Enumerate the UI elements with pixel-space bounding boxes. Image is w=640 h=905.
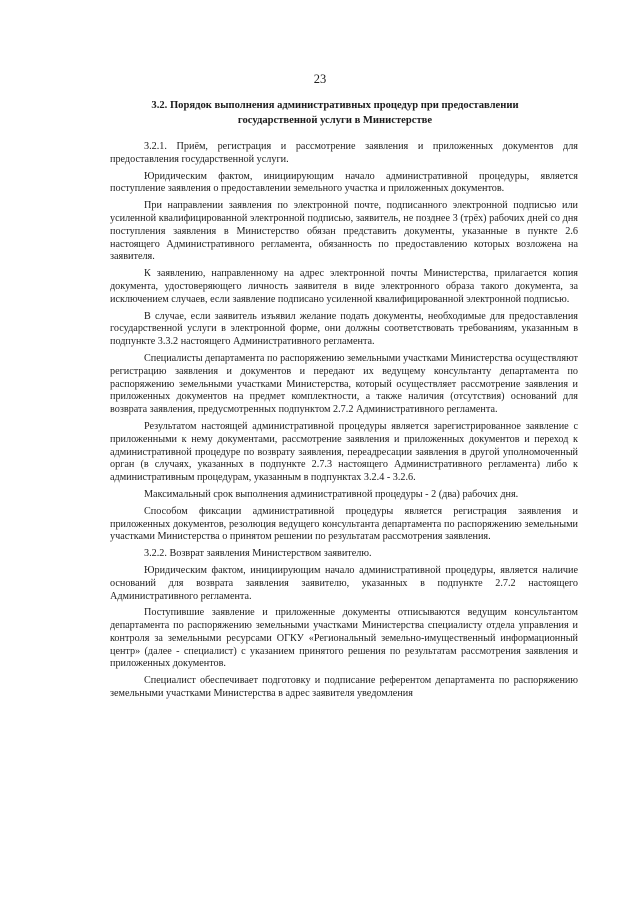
paragraph: Специалисты департамента по распоряжению земельными участками Министерства осуществляют регистрацию заявления и документов и передают их ведущему консультанту департамента по распоряжению земельными участками Министерства, который осуществляет рассмотрение заявления и приложенных документов на предмет комплектности, а также наличия (отсутствия) оснований для возврата заявления, предусмотренных подпунктом 2.7.2 Административного регламента. — [110, 352, 579, 416]
paragraph: Максимальный срок выполнения административной процедуры - 2 (два) рабочих дня. — [144, 488, 519, 500]
paragraph: Способом фиксации административной процедуры является регистрация заявления и приложенных документов, резолюция ведущего консультанта департамента по распоряжению земельными участками Министерства о принятом решении по результатам рассмотрения заявления. — [110, 505, 578, 543]
paragraph: В случае, если заявитель изъявил желание подать документы, необходимые для предоставления государственной услуги в электронной форме, они должны соответствовать требованиям, указанным в подпункте 3.3.2 настоящего Административного регламента. — [110, 310, 578, 348]
paragraph: 3.2.2. Возврат заявления Министерством заявителю. — [144, 548, 372, 560]
paragraph: При направлении заявления по электронной почте, подписанного электронной подписью или усиленной квалифицированной электронной подписью, заявитель, не позднее 3 (трёх) рабочих дней со дня поступления заявления в Министерство обязан представить документы, указанные в пункте 2.6 настоящего Административного регламента, обязанность по предоставлению которых возложена на заявителя. — [110, 200, 578, 263]
paragraph: Специалист обеспечивает подготовку и подписание референтом департамента по распоряжению земельными участками Министерства в адрес заявителя уведомления — [110, 675, 578, 700]
document-body — [110, 141, 578, 705]
paragraph: Юридическим фактом, инициирующим начало административной процедуры, является поступление заявления о предоставлении земельного участка и приложенных документов. — [110, 170, 578, 195]
paragraph: Результатом настоящей административной процедуры является зарегистрированное заявление с приложенными к нему документами, рассмотрение заявления и приложенных документов и переход к административной процедуре по возврату заявления, переадресации заявления в другой уполномоченный орган (в случаях, указанных в подпункте 2.7.3 настоящего Административного регламента) либо к административным процедурам, указанным в подпунктах 3.2.4 - 3.2.6. — [110, 420, 578, 484]
paragraph: К заявлению, направленному на адрес электронной почты Министерства, прилагается копия документа, удостоверяющего личность заявителя в виде электронного образа такого документа, за исключением случаев, если заявление подписано усиленной квалифицированной электронной подписью. — [110, 268, 578, 305]
section-heading: 3.2. Порядок выполнения административных процедур при предоставлении государственной услуги в Министерстве — [151, 100, 519, 126]
page-number: 23 — [313, 72, 327, 86]
paragraph: Юридическим фактом, инициирующим начало административной процедуры, является наличие оснований для возврата заявления заявителю, указанных в подпункте 2.7.2 настоящего Административного регламента. — [110, 564, 578, 602]
paragraph: Поступившие заявление и приложенные документы отписываются ведущим консультантом департамента по распоряжению земельными участками Министерства специалисту отдела управления и контроля за земельными ресурсами ОГКУ «Региональный земельно-имущественный информационный центр» (далее - специалист) с указанием принятого решения по результатам рассмотрения заявления и приложенных документов. — [110, 607, 578, 670]
paragraph: 3.2.1. Приём, регистрация и рассмотрение заявления и приложенных документов для предоставления государственной услуги. — [110, 141, 578, 165]
